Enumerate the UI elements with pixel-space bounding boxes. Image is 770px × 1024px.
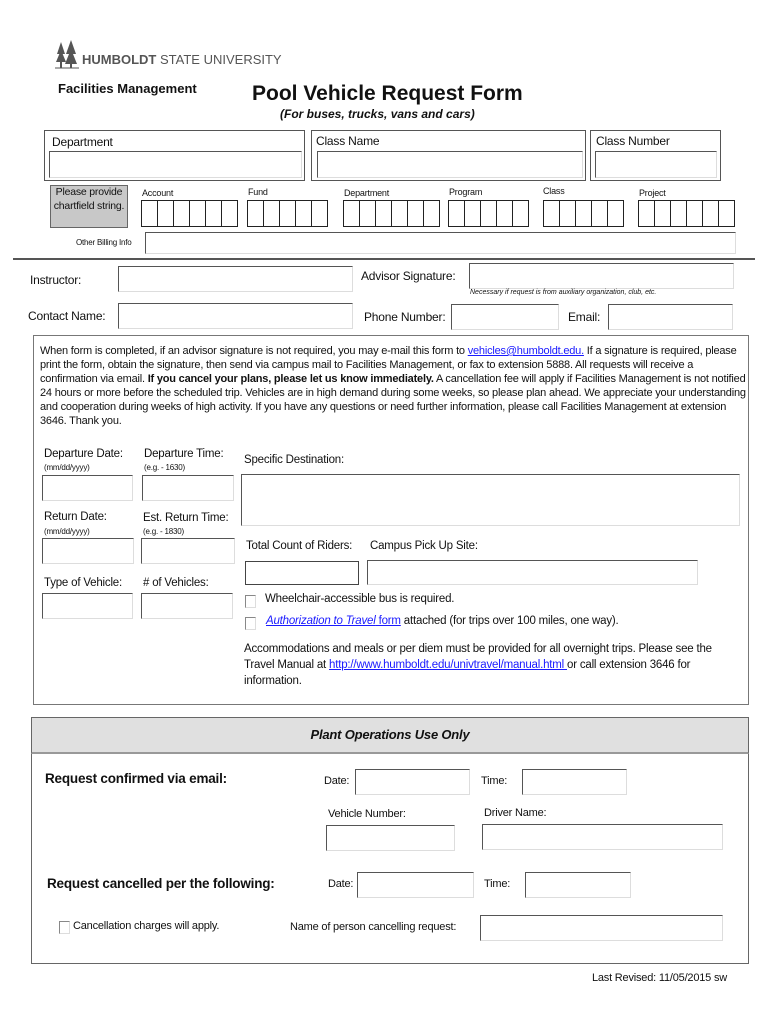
cancelled-time-label: Time: [484,878,511,890]
vehicle-number-input[interactable] [326,825,455,851]
authorization-to-travel-link[interactable]: Authorization to Travel form [266,615,401,627]
email-label: Email: [568,310,601,324]
vehicle-type-input[interactable] [42,593,133,619]
project-label: Project [639,188,666,198]
account-input[interactable] [141,200,238,227]
phone-label: Phone Number: [364,310,446,324]
instructor-input[interactable] [118,266,353,292]
class-input[interactable] [543,200,624,227]
chartfield-department-input[interactable] [343,200,440,227]
destination-label: Specific Destination: [244,454,344,466]
project-input[interactable] [638,200,735,227]
cancelled-time-input[interactable] [525,872,631,898]
vehicle-number-label: Vehicle Number: [328,808,406,820]
contact-name-label: Contact Name: [28,309,106,323]
confirmed-date-label: Date: [324,775,350,787]
departure-date-input[interactable] [42,475,133,501]
cancelled-date-label: Date: [328,878,354,890]
program-label: Program [449,187,483,197]
contact-name-input[interactable] [118,303,353,329]
num-vehicles-input[interactable] [141,593,233,619]
cancellation-charges-label: Cancellation charges will apply. [73,920,220,932]
authorization-checkbox[interactable] [245,617,256,630]
cancellation-charges-checkbox[interactable] [59,921,70,934]
class-number-input[interactable] [595,151,717,178]
program-input[interactable] [448,200,529,227]
advisor-signature-label: Advisor Signature: [361,269,456,283]
chartfield-note: Please provide chartfield string. [50,185,128,228]
riders-input[interactable] [245,561,359,585]
advisor-note: Necessary if request is from auxiliary organization, club, etc. [470,289,657,296]
return-time-label: Est. Return Time: [143,512,229,524]
num-vehicles-label: # of Vehicles: [143,577,209,589]
plant-operations-title: Plant Operations Use Only [310,727,470,742]
riders-label: Total Count of Riders: [246,540,353,552]
vehicle-type-label: Type of Vehicle: [44,577,122,589]
request-confirmed-heading: Request confirmed via email: [45,771,227,786]
driver-name-label: Driver Name: [484,807,547,819]
return-time-input[interactable] [141,538,235,564]
accommodations-paragraph: Accommodations and meals or per diem must be provided for all overnight trips. Please see the Travel Manual at http://www.humboldt.edu/univtravel/manual.html or call extension 3646 for information. [244,643,712,687]
wheelchair-checkbox[interactable] [245,595,256,608]
departure-date-label: Departure Date: [44,448,123,460]
instructions-paragraph: When form is completed, if an advisor signature is not required, you may e-mail this form to vehicles@humboldt.edu. If a signature is required, please print the form, obtain the signature, then send via campus mail to Facilities Management, or fax to extension 5888. All requests will receive a confirmation via email. If you cancel your plans, please let us know immediately. A cancellation fee will apply if Facilities Management is not notified 24 hours or more before the scheduled trip. Vehicles are in high demand during some weeks, so please plan ahead. We appreciate your understanding and cooperation during weeks of high activity. If you have any questions or need further information, please call Facilities Management at extension 3646. Thank you. [40,345,746,427]
phone-input[interactable] [451,304,559,330]
vehicles-email-link[interactable]: vehicles@humboldt.edu. [467,345,584,357]
fund-label: Fund [248,187,268,197]
pickup-site-label: Campus Pick Up Site: [370,540,478,552]
departure-time-input[interactable] [142,475,234,501]
departure-time-label: Departure Time: [144,448,224,460]
wheelchair-label: Wheelchair-accessible bus is required. [265,593,455,605]
other-billing-label: Other Billing Info [76,238,132,247]
last-revised: Last Revised: 11/05/2015 sw [591,972,727,984]
authorization-label: Authorization to Travel form attached (for trips over 100 miles, one way). [266,615,619,627]
destination-input[interactable] [241,474,740,526]
return-date-hint: (mm/dd/yyyy) [44,527,90,536]
class-number-label: Class Number [596,134,670,148]
email-input[interactable] [608,304,733,330]
class-name-label: Class Name [316,134,380,148]
return-date-input[interactable] [42,538,134,564]
return-date-label: Return Date: [44,511,107,523]
departure-time-hint: (e.g. - 1630) [144,463,185,472]
driver-name-input[interactable] [482,824,723,850]
chartfield-department-label: Department [344,188,390,198]
university-logo-text: HUMBOLDT STATE UNIVERSITY [82,52,282,67]
page-title: Pool Vehicle Request Form [252,82,523,105]
department-name: Facilities Management [58,81,197,96]
return-time-hint: (e.g. - 1830) [143,527,184,536]
divider [13,258,755,260]
other-billing-input[interactable] [145,232,736,254]
canceller-name-input[interactable] [480,915,723,941]
department-input[interactable] [49,151,302,178]
page-subtitle: (For buses, trucks, vans and cars) [280,107,475,121]
confirmed-date-input[interactable] [355,769,470,795]
cancelled-date-input[interactable] [357,872,474,898]
confirmed-time-label: Time: [481,775,508,787]
account-label: Account [142,188,174,198]
instructor-label: Instructor: [30,273,82,287]
canceller-name-label: Name of person cancelling request: [290,921,457,933]
tree-logo-icon [55,40,79,70]
departure-date-hint: (mm/dd/yyyy) [44,463,90,472]
confirmed-time-input[interactable] [522,769,627,795]
pickup-site-input[interactable] [367,560,698,585]
travel-manual-link[interactable]: http://www.humboldt.edu/univtravel/manual.html [329,659,568,671]
class-name-input[interactable] [317,151,583,178]
fund-input[interactable] [247,200,328,227]
class-label: Class [543,186,565,196]
advisor-signature-input[interactable] [469,263,734,289]
department-label: Department [52,135,113,149]
request-cancelled-heading: Request cancelled per the following: [47,876,275,891]
